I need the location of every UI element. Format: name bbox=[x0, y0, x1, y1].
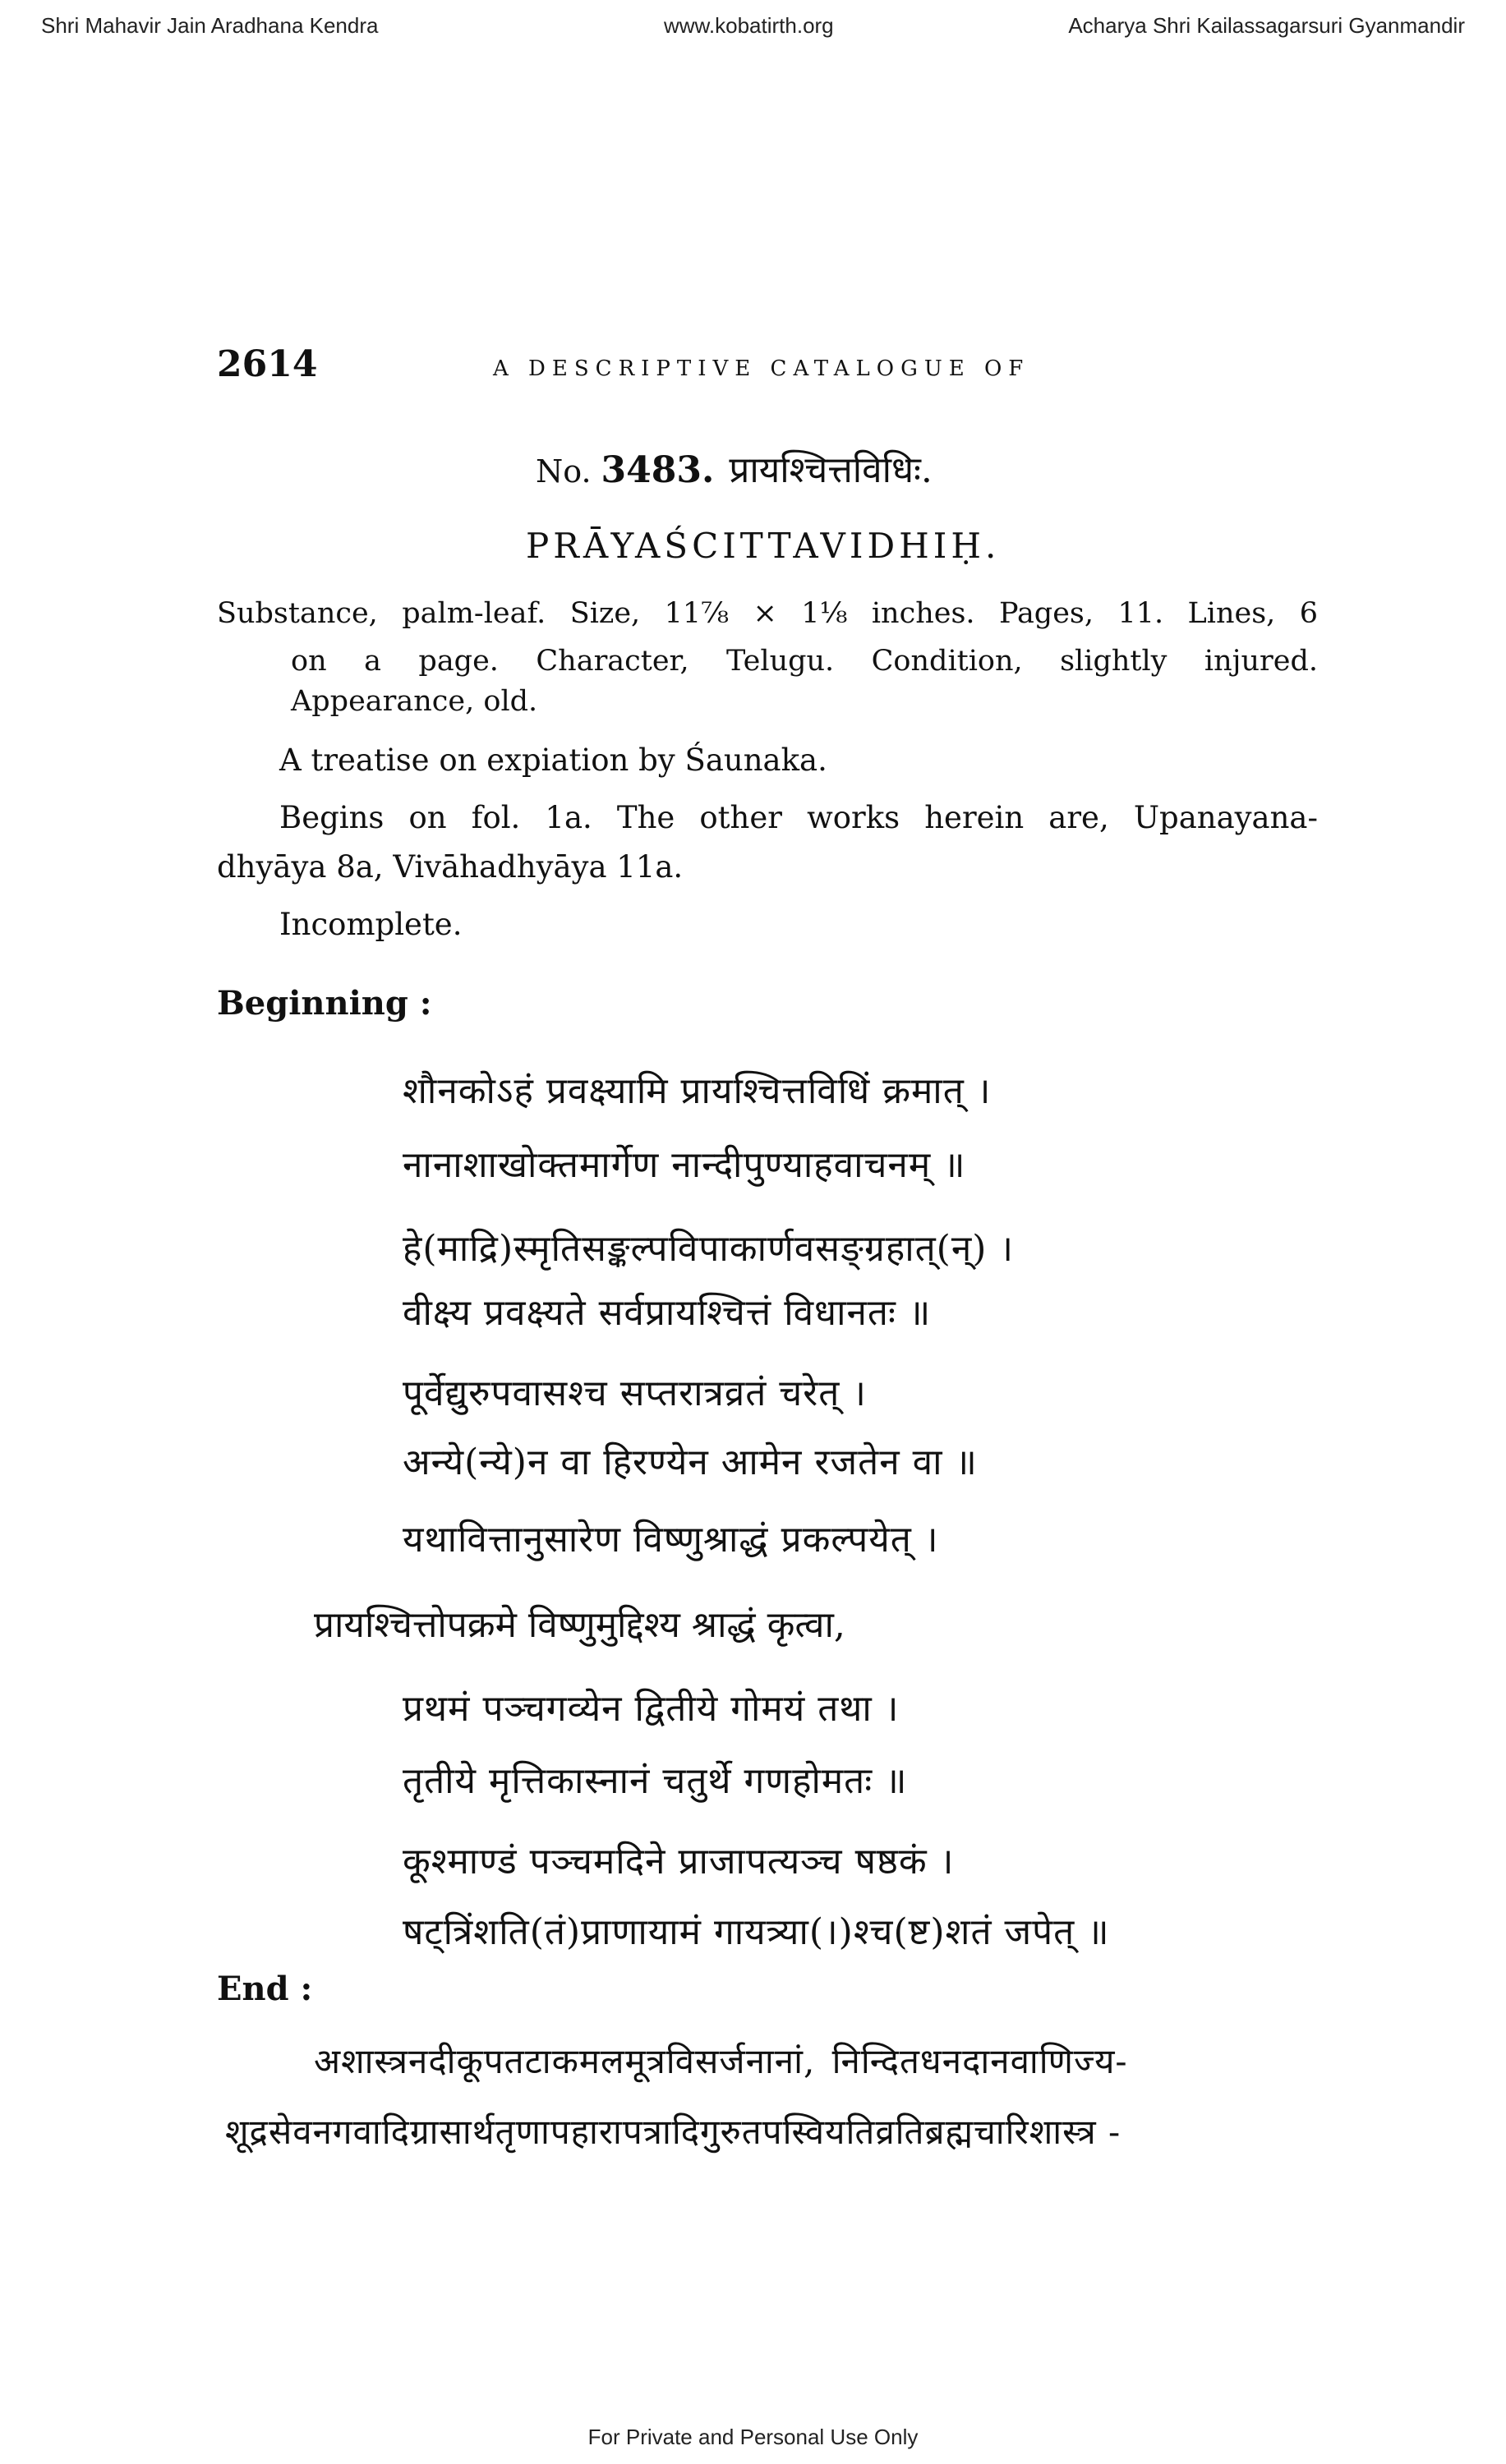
beginning-verse-line: तृतीये मृत्तिकास्नानं चतुर्थे गणहोमतः ॥ bbox=[403, 1760, 908, 1802]
entry-no-label: No. bbox=[536, 453, 592, 490]
beginning-verse-line: हे(मा‌द्रि)स्मृतिसङ्कल्पविपाकार्णवसङ्ग्रहात्(न्) । bbox=[403, 1228, 1015, 1270]
beginning-verse-line: अन्ये(न्ये)न वा हिरण्येन आमेन रजतेन वा ॥ bbox=[403, 1441, 978, 1483]
beginning-verse-line: पूर्वेद्युरुपवासश्च सप्तरात्रव्रतं चरेत् । bbox=[403, 1372, 867, 1414]
entry-begins-line-2: dhyāya 8a, Vivāhadhyāya 11a. bbox=[217, 849, 684, 885]
beginning-verse-line: वीक्ष्य प्रवक्ष्यते सर्वप्रायश्चित्तं विधानतः ॥ bbox=[403, 1292, 932, 1334]
beginning-verse-line: प्रथमं पञ्चगव्येन द्वितीये गोमयं तथा । bbox=[403, 1688, 900, 1730]
entry-title-transliteration: PRĀYAŚCITTAVIDHIḤ. bbox=[526, 526, 1001, 566]
beginning-verse-line: षट्त्रिंशति(तं)प्राणायामं गायत्र्या(।)श्च(ष्ट)शतं जपेत् ॥ bbox=[403, 1911, 1110, 1953]
beginning-prose-line: प्रायश्चित्तोपक्रमे विष्णुमुद्दिश्य श्राद्धं कृत्वा, bbox=[314, 1604, 845, 1646]
header-right: Acharya Shri Kailassagarsuri Gyanmandir bbox=[1068, 13, 1465, 38]
header-center[interactable]: www.kobatirth.org bbox=[664, 13, 834, 38]
entry-number: 3483. bbox=[601, 449, 715, 491]
end-text-line: शूद्रसेवनगवादिग्रासार्थतृणापहारापत्रादिगुरुतपस्वियतिव्रतिब्रह्मचारिशास्त्र - bbox=[225, 2112, 1121, 2152]
entry-meta-line-3: Appearance, old. bbox=[291, 685, 538, 718]
end-text-line: अशास्त्रनदीकूपतटाकमलमूत्रविसर्जनानां, निन्दितधनदानवाणिज्य- bbox=[314, 2041, 1128, 2081]
entry-meta-line-2: on a page. Character, Telugu. Condition, slightly injured. bbox=[291, 645, 1318, 678]
entry-begins-line-1: Begins on fol. 1a. The other works herein are, Upanayana- bbox=[279, 800, 1318, 835]
end-heading: End : bbox=[217, 1970, 313, 2008]
beginning-verse-line: यथावित्तानुसारेण विष्णुश्राद्धं प्रकल्पयेत् । bbox=[403, 1519, 939, 1561]
entry-status: Incomplete. bbox=[279, 907, 463, 942]
beginning-verse-line: कूश्माण्डं पञ्चमदिने प्राजापत्यञ्च षष्ठकं । bbox=[403, 1841, 955, 1882]
running-head: A DESCRIPTIVE CATALOGUE OF bbox=[493, 356, 1030, 381]
page-number: 2614 bbox=[217, 343, 318, 385]
entry-meta-line-1: Substance, palm-leaf. Size, 11⅞ × 1⅛ inches. Pages, 11. Lines, 6 bbox=[217, 597, 1318, 630]
entry-title-devanagari: प्रायश्चित्तविधिः. bbox=[729, 449, 933, 491]
footer-note: For Private and Personal Use Only bbox=[587, 2425, 919, 2449]
entry-title bbox=[536, 444, 933, 493]
entry-description: A treatise on expiation by Śaunaka. bbox=[279, 742, 827, 778]
beginning-verse-line: नानाशाखोक्तमार्गेण नान्दीपुण्याहवाचनम् ॥ bbox=[403, 1144, 966, 1186]
header-left: Shri Mahavir Jain Aradhana Kendra bbox=[41, 13, 379, 38]
beginning-heading: Beginning : bbox=[217, 984, 432, 1023]
beginning-verse-line: शौनकोऽहं प्रवक्ष्यामि प्रायश्चित्तविधिं क्रमात् । bbox=[403, 1070, 992, 1112]
